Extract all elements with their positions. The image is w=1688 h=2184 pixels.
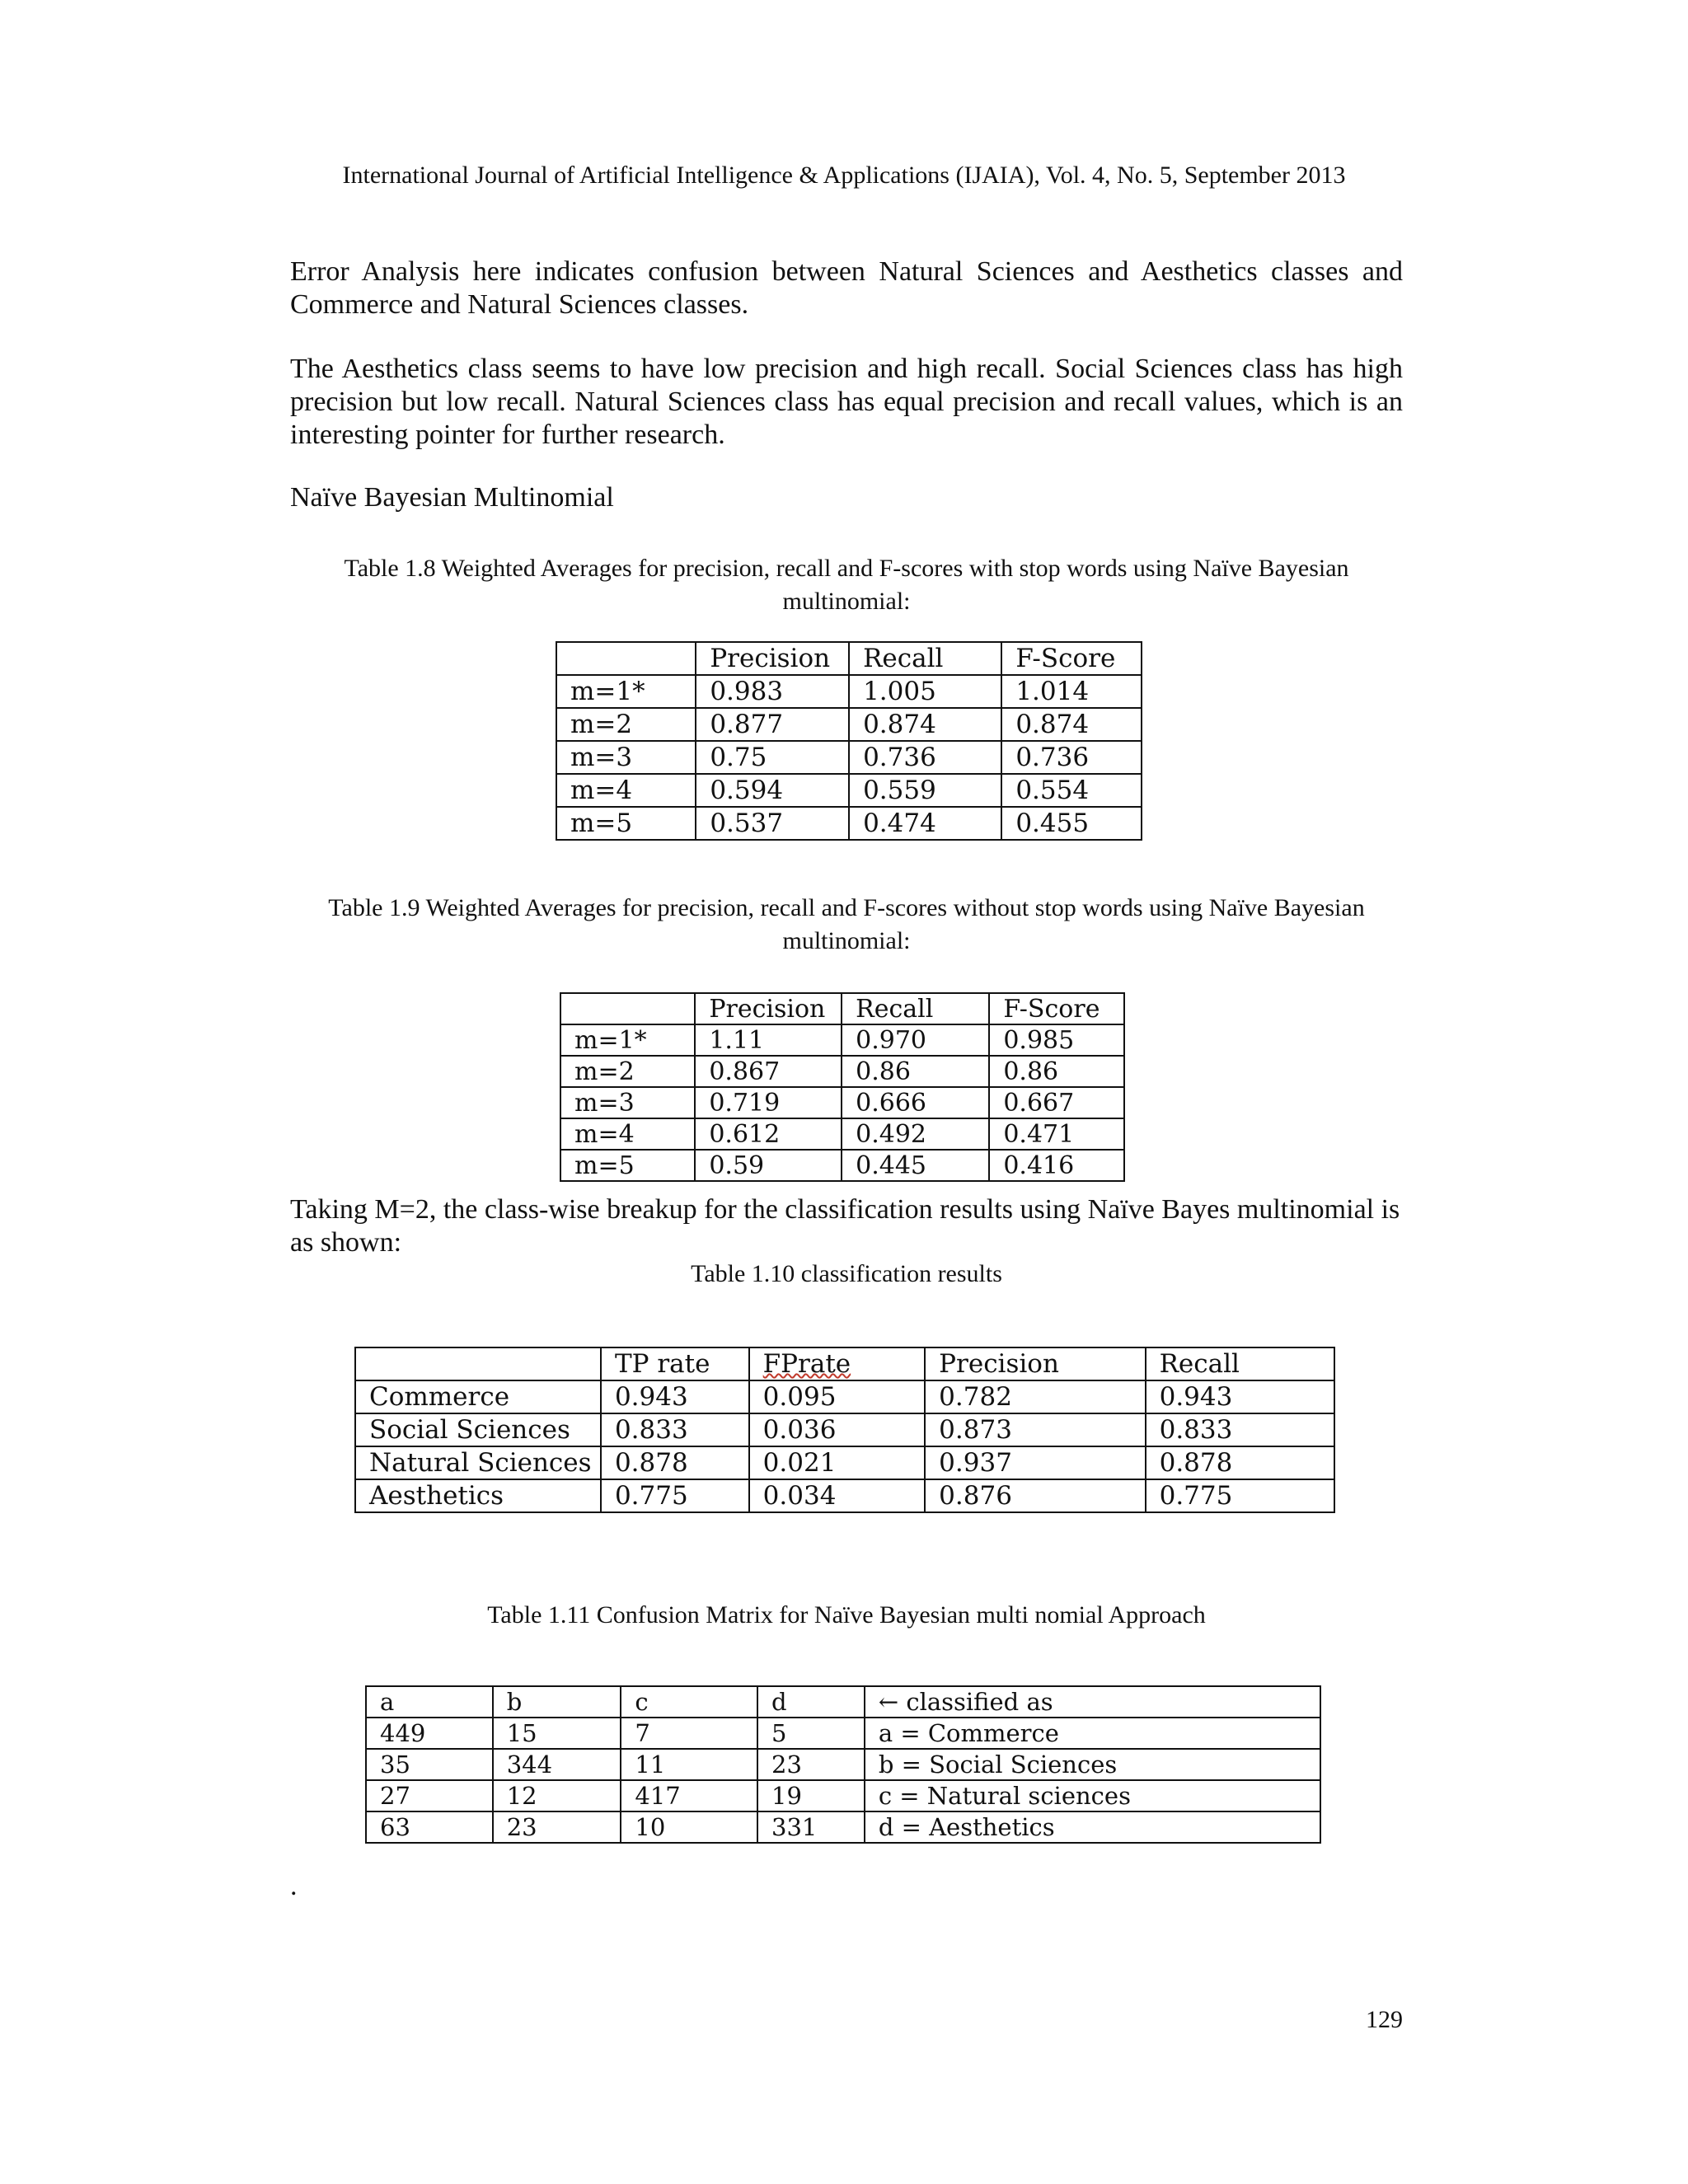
table-row xyxy=(366,1811,1320,1843)
table-row xyxy=(366,1780,1320,1811)
table-cell: 0.867 xyxy=(695,1056,842,1087)
table-row xyxy=(556,675,1142,708)
header-cell: F-Score xyxy=(989,993,1124,1024)
table-cell: 0.943 xyxy=(1146,1380,1334,1413)
table-cell: 0.594 xyxy=(696,774,849,807)
table-cell: 0.983 xyxy=(696,675,849,708)
header-cell: Precision xyxy=(695,993,842,1024)
page-number: 129 xyxy=(1366,2006,1403,2033)
table-row xyxy=(560,1150,1124,1181)
table-cell: a = Commerce xyxy=(865,1718,1320,1749)
table-cell: b = Social Sciences xyxy=(865,1749,1320,1780)
table-cell: Natural Sciences xyxy=(355,1446,601,1479)
header-cell: Recall xyxy=(849,642,1001,675)
header-cell: ← classified as xyxy=(865,1686,1320,1718)
table-cell: 0.874 xyxy=(849,708,1001,741)
table-cell: 0.455 xyxy=(1001,807,1142,840)
table-cell: 0.833 xyxy=(601,1413,749,1446)
header-cell: Recall xyxy=(842,993,989,1024)
table-cell: Aesthetics xyxy=(355,1479,601,1512)
table-cell: m=1* xyxy=(560,1024,695,1056)
table-cell: 0.667 xyxy=(989,1087,1124,1118)
table-cell: 5 xyxy=(757,1718,865,1749)
table-cell: 0.59 xyxy=(695,1150,842,1181)
table-cell: 11 xyxy=(621,1749,757,1780)
table-1-11 xyxy=(365,1685,1321,1844)
table-cell: 1.005 xyxy=(849,675,1001,708)
table-cell: 1.014 xyxy=(1001,675,1142,708)
table-cell: Social Sciences xyxy=(355,1413,601,1446)
table-cell: m=4 xyxy=(560,1118,695,1150)
table-cell: 19 xyxy=(757,1780,865,1811)
table-cell: c = Natural sciences xyxy=(865,1780,1320,1811)
table-cell: 63 xyxy=(366,1811,493,1843)
table-cell: 0.492 xyxy=(842,1118,989,1150)
table-cell: 0.878 xyxy=(601,1446,749,1479)
table-cell: 0.036 xyxy=(749,1413,926,1446)
header-cell: Recall xyxy=(1146,1347,1334,1380)
header-cell xyxy=(749,1347,926,1380)
table-cell: m=1* xyxy=(556,675,696,708)
table-1-8 xyxy=(556,641,1142,841)
table-cell: 449 xyxy=(366,1718,493,1749)
table-row xyxy=(556,741,1142,774)
paragraph-taking-m2: Taking M=2, the class-wise breakup for the classification results using Naïve Bayes multinomial is as shown: xyxy=(290,1194,1400,1258)
table-cell: 0.970 xyxy=(842,1024,989,1056)
table-cell: 0.943 xyxy=(601,1380,749,1413)
table-row xyxy=(556,708,1142,741)
table-cell: 0.416 xyxy=(989,1150,1124,1181)
table-cell: 0.782 xyxy=(925,1380,1145,1413)
table-1-9 xyxy=(560,992,1125,1182)
table-1-10 xyxy=(354,1347,1335,1513)
table-cell: 0.736 xyxy=(849,741,1001,774)
table-cell: 35 xyxy=(366,1749,493,1780)
table-cell: 0.736 xyxy=(1001,741,1142,774)
table-cell: m=3 xyxy=(556,741,696,774)
table-cell: 344 xyxy=(493,1749,621,1780)
table-cell: d = Aesthetics xyxy=(865,1811,1320,1843)
table-cell: 0.034 xyxy=(749,1479,926,1512)
table-cell: m=4 xyxy=(556,774,696,807)
header-cell xyxy=(560,993,695,1024)
header-cell xyxy=(556,642,696,675)
table-row xyxy=(355,1479,1334,1512)
table-row xyxy=(355,1413,1334,1446)
table-header-row xyxy=(560,993,1124,1024)
table-1-9-caption: Table 1.9 Weighted Averages for precision, recall and F-scores without stop words using Naïve Bayesian multinomial: xyxy=(328,894,1365,954)
header-cell: d xyxy=(757,1686,865,1718)
header-cell: b xyxy=(493,1686,621,1718)
table-cell: 23 xyxy=(493,1811,621,1843)
table-cell: 0.878 xyxy=(1146,1446,1334,1479)
header-cell: Precision xyxy=(925,1347,1145,1380)
table-header-row xyxy=(366,1686,1320,1718)
table-cell: 0.833 xyxy=(1146,1413,1334,1446)
table-cell: 15 xyxy=(493,1718,621,1749)
table-cell: m=5 xyxy=(560,1150,695,1181)
table-cell: 23 xyxy=(757,1749,865,1780)
table-cell: 0.719 xyxy=(695,1087,842,1118)
table-cell: m=5 xyxy=(556,807,696,840)
table-header-row xyxy=(355,1347,1334,1380)
header-cell: a xyxy=(366,1686,493,1718)
table-row xyxy=(560,1087,1124,1118)
table-row xyxy=(355,1380,1334,1413)
table-1-11-caption: Table 1.11 Confusion Matrix for Naïve Bayesian multi nomial Approach xyxy=(487,1601,1206,1629)
table-cell: 0.537 xyxy=(696,807,849,840)
header-cell: F-Score xyxy=(1001,642,1142,675)
table-cell: 0.873 xyxy=(925,1413,1145,1446)
table-row xyxy=(556,774,1142,807)
table-row xyxy=(560,1056,1124,1087)
table-cell: 12 xyxy=(493,1780,621,1811)
table-cell: m=2 xyxy=(560,1056,695,1087)
table-cell: 0.474 xyxy=(849,807,1001,840)
header-cell xyxy=(355,1347,601,1380)
table-row xyxy=(355,1446,1334,1479)
table-cell: 0.666 xyxy=(842,1087,989,1118)
table-cell: 0.021 xyxy=(749,1446,926,1479)
table-cell: 0.095 xyxy=(749,1380,926,1413)
table-cell: 0.876 xyxy=(925,1479,1145,1512)
table-cell: 0.775 xyxy=(1146,1479,1334,1512)
header-cell: TP rate xyxy=(601,1347,749,1380)
table-row xyxy=(556,807,1142,840)
table-cell: 0.775 xyxy=(601,1479,749,1512)
table-row xyxy=(560,1024,1124,1056)
table-cell: 0.937 xyxy=(925,1446,1145,1479)
table-cell: 0.445 xyxy=(842,1150,989,1181)
table-header-row xyxy=(556,642,1142,675)
header-cell: Precision xyxy=(696,642,849,675)
table-cell: 27 xyxy=(366,1780,493,1811)
table-1-8-caption: Table 1.8 Weighted Averages for precision, recall and F-scores with stop words using Naïve Bayesian multinomial: xyxy=(344,555,1349,615)
table-cell: 0.559 xyxy=(849,774,1001,807)
table-cell: 0.75 xyxy=(696,741,849,774)
paragraph-error-analysis: Error Analysis here indicates confusion between Natural Sciences and Aesthetics classes and Commerce and Natural Sciences classes. xyxy=(290,256,1403,320)
table-cell: 0.874 xyxy=(1001,708,1142,741)
table-cell: m=2 xyxy=(556,708,696,741)
table-cell: 0.86 xyxy=(989,1056,1124,1087)
table-row xyxy=(366,1749,1320,1780)
section-title: Naïve Bayesian Multinomial xyxy=(290,482,614,513)
table-row xyxy=(366,1718,1320,1749)
table-cell: Commerce xyxy=(355,1380,601,1413)
fprate-label: FPrate xyxy=(762,1349,851,1379)
table-cell: 1.11 xyxy=(695,1024,842,1056)
running-head: International Journal of Artificial Intelligence & Applications (IJAIA), Vol. 4, No. 5, September 2013 xyxy=(342,162,1346,189)
header-cell: c xyxy=(621,1686,757,1718)
table-cell: 0.612 xyxy=(695,1118,842,1150)
paragraph-precision-recall: The Aesthetics class seems to have low precision and high recall. Social Sciences class has high precision but low recall. Natural Sciences class has equal precision and recall values, which is an interesting pointer for further research. xyxy=(290,354,1403,450)
stray-period: . xyxy=(290,1871,298,1901)
table-cell: 10 xyxy=(621,1811,757,1843)
table-cell: 0.877 xyxy=(696,708,849,741)
table-1-10-caption: Table 1.10 classification results xyxy=(691,1260,1002,1287)
table-cell: 331 xyxy=(757,1811,865,1843)
table-cell: 0.554 xyxy=(1001,774,1142,807)
table-row xyxy=(560,1118,1124,1150)
table-cell: 417 xyxy=(621,1780,757,1811)
table-cell: m=3 xyxy=(560,1087,695,1118)
table-cell: 0.985 xyxy=(989,1024,1124,1056)
table-cell: 0.86 xyxy=(842,1056,989,1087)
table-cell: 0.471 xyxy=(989,1118,1124,1150)
table-cell: 7 xyxy=(621,1718,757,1749)
